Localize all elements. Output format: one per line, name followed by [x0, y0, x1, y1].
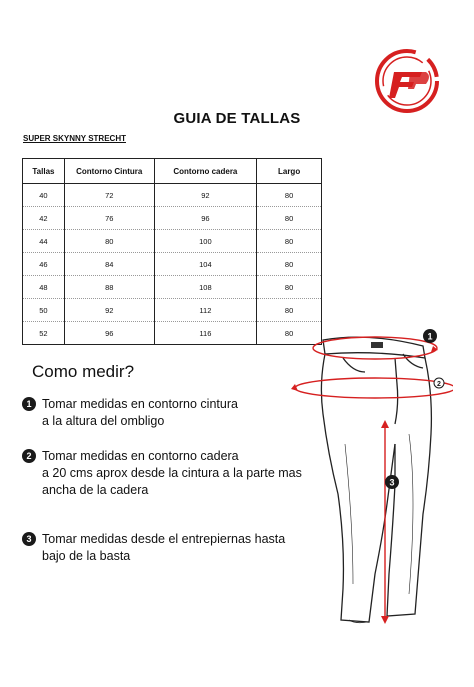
table-cell: 80 — [257, 207, 322, 230]
table-cell: 108 — [154, 276, 257, 299]
table-cell: 50 — [23, 299, 65, 322]
marker-2-label: 2 — [437, 381, 441, 388]
size-table — [22, 158, 322, 345]
table-cell: 84 — [64, 253, 154, 276]
step-1 — [22, 396, 238, 430]
how-to-measure-title: Como medir? — [32, 362, 135, 381]
marker-2 — [434, 378, 444, 388]
table-cell: 80 — [64, 230, 154, 253]
column-header: Largo — [257, 159, 322, 184]
table-row — [23, 207, 322, 230]
table-cell: 92 — [64, 299, 154, 322]
table-cell: 80 — [257, 253, 322, 276]
step-number: 1 — [22, 397, 36, 411]
table-cell: 96 — [154, 207, 257, 230]
table-cell: 40 — [23, 184, 65, 207]
table-cell: 48 — [23, 276, 65, 299]
table-cell: 76 — [64, 207, 154, 230]
table-cell: 96 — [64, 322, 154, 345]
table-row — [23, 253, 322, 276]
table-cell: 92 — [154, 184, 257, 207]
column-header: Contorno cadera — [154, 159, 257, 184]
step-text: Tomar medidas en contorno cintura a la altura del ombligo — [42, 397, 238, 428]
brand-logo — [372, 46, 442, 116]
table-cell: 52 — [23, 322, 65, 345]
table-cell: 80 — [257, 322, 322, 345]
table-body — [23, 184, 322, 345]
page-title: GUIA DE TALLAS — [173, 110, 301, 127]
table-header-row — [23, 159, 322, 184]
step-number: 2 — [22, 449, 36, 463]
table-cell: 104 — [154, 253, 257, 276]
pants-measurement-diagram — [283, 324, 453, 644]
marker-3-label: 3 — [389, 477, 395, 488]
table-cell: 80 — [257, 299, 322, 322]
marker-1-label: 1 — [427, 331, 433, 342]
table-cell: 80 — [257, 184, 322, 207]
table-cell: 116 — [154, 322, 257, 345]
table-cell: 80 — [257, 230, 322, 253]
pants-label-patch — [371, 342, 383, 348]
table-row — [23, 184, 322, 207]
table-row — [23, 230, 322, 253]
step-text: Tomar medidas en contorno cadera a 20 cms aprox desde la cintura a la parte mas ancha de la cadera — [42, 449, 302, 497]
step-number: 3 — [22, 532, 36, 546]
step-text: Tomar medidas desde el entrepiernas hasta bajo de la basta — [42, 532, 286, 563]
table-cell: 88 — [64, 276, 154, 299]
table-cell: 72 — [64, 184, 154, 207]
column-header: Contorno Cintura — [64, 159, 154, 184]
marker-1 — [423, 329, 437, 343]
table-row — [23, 276, 322, 299]
table-cell: 100 — [154, 230, 257, 253]
table-cell: 42 — [23, 207, 65, 230]
marker-3 — [385, 475, 399, 489]
table-row — [23, 299, 322, 322]
table-row — [23, 322, 322, 345]
step-3 — [22, 531, 285, 565]
table-cell: 80 — [257, 276, 322, 299]
column-header: Tallas — [23, 159, 65, 184]
table-cell: 46 — [23, 253, 65, 276]
step-2 — [22, 448, 302, 499]
product-subtitle: SUPER SKYNNY STRECHT — [23, 134, 126, 143]
table-cell: 112 — [154, 299, 257, 322]
table-cell: 44 — [23, 230, 65, 253]
